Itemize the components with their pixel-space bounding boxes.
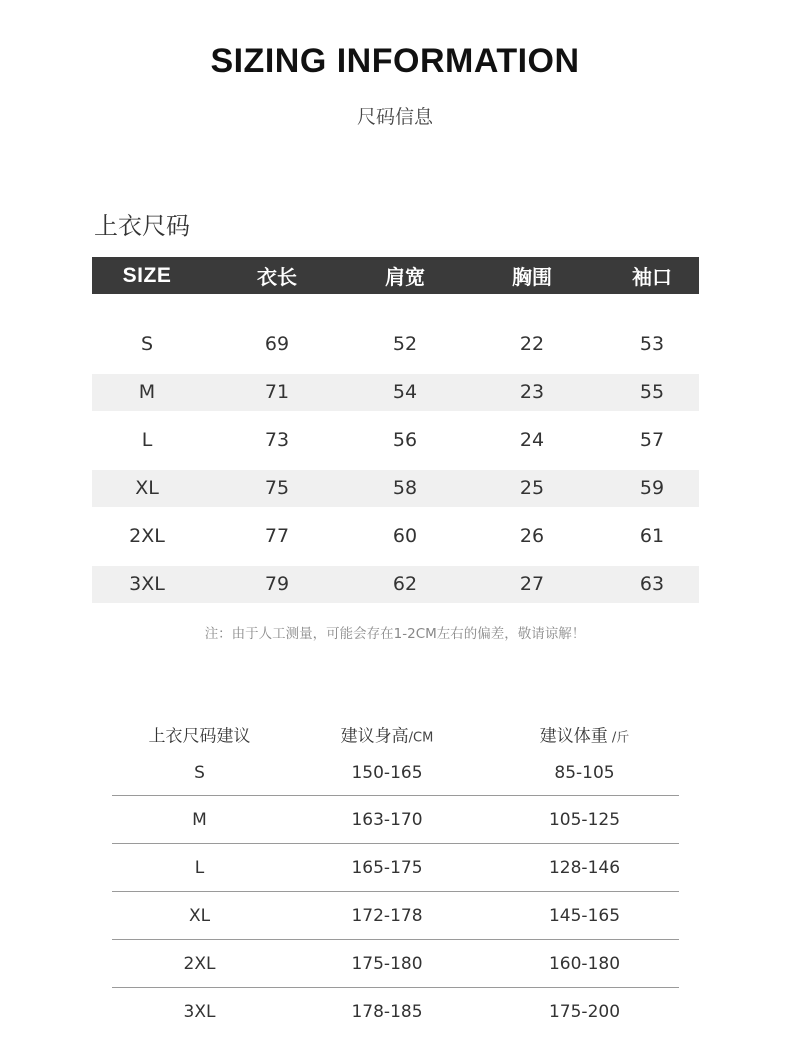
cell-shoulder: 52 [392,333,418,355]
cell-size: 3XL [129,573,165,595]
cell-chest: 25 [519,477,545,499]
size-section-title: 上衣尺码 [94,212,190,240]
cell-size: S [194,762,205,783]
page-subtitle: 尺码信息 [356,106,433,128]
size-table-body [92,320,699,603]
cell-shoulder: 62 [392,573,418,595]
header-label: 建议身高 [340,726,409,747]
cell-chest: 27 [519,573,545,595]
recommendation-table [112,718,679,1036]
cell-weight: 128-146 [548,857,621,878]
header-size-advice [122,722,277,747]
cell-cuff: 55 [639,381,665,403]
cell-height: 150-165 [351,762,423,783]
header-weight [507,722,662,747]
table-row [92,374,699,411]
cell-chest: 24 [519,429,545,451]
cell-size: L [141,429,153,451]
cell-size: XL [188,905,211,926]
cell-length: 75 [264,477,290,499]
cell-cuff: 53 [639,333,665,355]
cell-height: 175-180 [351,953,423,974]
table-row [112,796,679,844]
cell-cuff: 57 [639,429,665,451]
cell-chest: 22 [519,333,545,355]
cell-length: 73 [264,429,290,451]
table-row [92,512,699,560]
table-row [92,566,699,603]
cell-height: 165-175 [351,857,423,878]
header-label: 建议体重 [539,726,608,747]
header-size: SIZE [122,263,172,287]
table-row [92,416,699,464]
table-row [112,988,679,1036]
cell-size: 3XL [183,1002,216,1022]
cell-size: XL [135,477,159,499]
header-label: 上衣尺码建议 [148,726,251,747]
cell-chest: 23 [519,381,545,403]
measurement-note: 注：由于人工测量，可能会存在1-2CM左右的偏差，敬请谅解！ [204,626,586,642]
cell-height: 178-185 [351,1002,423,1022]
cell-weight: 160-180 [548,953,621,974]
table-row [92,470,699,507]
cell-height: 172-178 [351,905,423,926]
cell-weight: 175-200 [548,1002,621,1022]
size-table [92,257,699,608]
table-row [92,320,699,368]
size-table-header [92,257,699,294]
cell-shoulder: 60 [392,525,418,547]
header-height [312,722,462,747]
cell-size: 2XL [129,525,165,547]
cell-cuff: 63 [639,573,665,595]
cell-shoulder: 58 [392,477,418,499]
page-title: SIZING INFORMATION [210,42,580,80]
cell-length: 71 [264,381,290,403]
cell-shoulder: 54 [392,381,418,403]
table-row [112,940,679,988]
cell-size: S [140,333,154,355]
cell-cuff: 59 [639,477,665,499]
cell-shoulder: 56 [392,429,418,451]
cell-size: M [192,809,207,830]
cell-length: 69 [264,333,290,355]
cell-size: M [138,381,156,403]
cell-chest: 26 [519,525,545,547]
recommendation-header [112,718,679,750]
cell-weight: 85-105 [554,762,615,783]
table-row [112,750,679,796]
header-chest: 胸围 [512,265,552,289]
cell-length: 79 [264,573,290,595]
header-shoulder: 肩宽 [385,265,425,289]
cell-size: L [194,857,205,878]
header-cuff: 袖口 [632,265,672,289]
cell-weight: 105-125 [548,809,621,830]
header-unit: /斤 [607,730,630,746]
table-row [112,892,679,940]
cell-weight: 145-165 [548,905,621,926]
cell-length: 77 [264,525,290,547]
cell-size: 2XL [183,953,216,974]
header-unit: /CM [408,730,434,746]
header-length: 衣长 [257,265,297,289]
cell-height: 163-170 [351,809,423,830]
table-row [112,844,679,892]
cell-cuff: 61 [639,525,665,547]
